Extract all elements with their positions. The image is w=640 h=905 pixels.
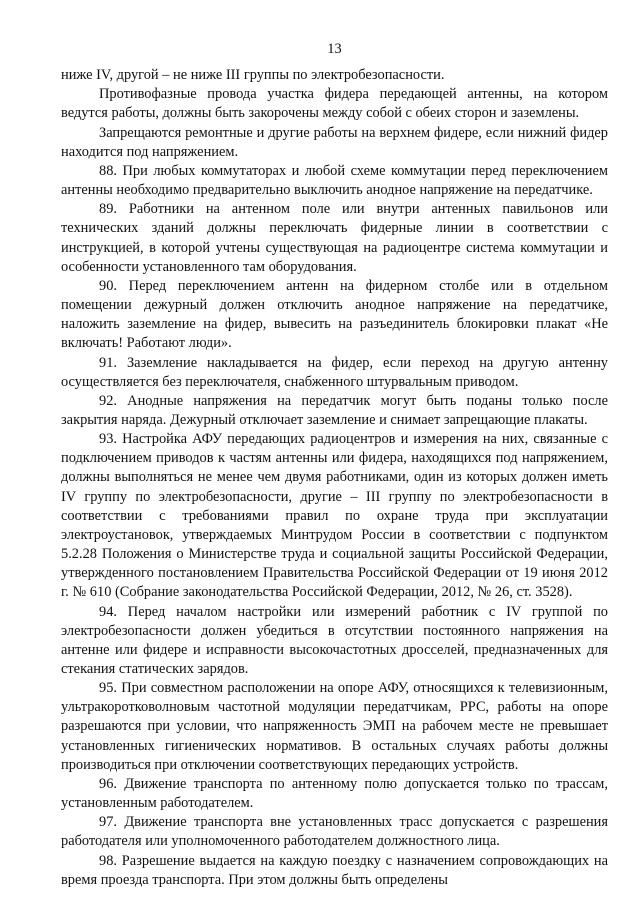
paragraph-91: 91. Заземление накладывается на фидер, если переход на другую антенну осуществляется без переключателя, снабженного штурвальным приводом.: [61, 354, 608, 390]
paragraph-98: 98. Разрешение выдается на каждую поездку с назначением сопровождающих на время проезда транспорта. При этом должны быть определены: [61, 852, 608, 888]
paragraph-90: 90. Перед переключением антенн на фидерном столбе или в отдельном помещении дежурный должен отключить анодное напряжение на передатчике, наложить заземление на фидер, вывесить на разъединитель блокировки плакат «Не включать! Работают люди».: [61, 277, 608, 352]
page-number: 13: [327, 41, 342, 57]
paragraph-97: 97. Движение транспорта вне установленных трасс допускается с разрешения работодателя или уполномоченного работодателем должностного лица.: [61, 814, 608, 850]
paragraph-continuation: ниже IV, другой – не ниже III группы по электробезопасности.: [61, 67, 445, 84]
paragraph-95: 95. При совместном расположении на опоре АФУ, относящихся к телевизионным, ультракоротковолновым частотной модуляции передатчикам, РРС, работы на опоре разрешаются при условии, что напряженность ЭМП на рабочем месте не превышает установленных гигиенических нормативов. В остальных случаях работы должны производиться при отключении соответствующих передающих устройств.: [61, 680, 608, 773]
paragraph-89: 89. Работники на антенном поле или внутри антенных павильонов или технических зданий должны переключать фидерные линии в соответствии с инструкцией, в которой учтены существующая на радиоцентре система коммутации и особенности установленного там оборудования.: [61, 201, 608, 275]
paragraph-88: 88. При любых коммутаторах и любой схеме коммутации перед переключением антенны необходимо предварительно выключить анодное напряжение на передатчике.: [61, 162, 608, 199]
paragraph-93: 93. Настройка АФУ передающих радиоцентров и измерения на них, связанные с подключением приводов к частям антенны или фидера, находящихся под напряжением, должны выполняться не менее чем двумя работниками, один из которых должен иметь IV группу по электробезопасности, другие – III группу по электробезопасности в соответствии с требованиями правил по охране труда при эксплуатации электроустановок, утверждаемых Минтрудом России в соответствии с подпунктом 5.2.28 Положения о Министерстве труда и социальной защиты Российской Федерации, утвержденного постановлением Правительства Российской Федерации от 19 июня 2012 г. № 610 (Собрание законодательства Российской Федерации, 2012, № 26, ст. 3528).: [61, 431, 608, 601]
paragraph-upper-feeder-ban: Запрещаются ремонтные и другие работы на верхнем фидере, если нижний фидер находится под напряжением.: [61, 124, 608, 160]
paragraph-92: 92. Анодные напряжения на передатчик могут быть поданы только после закрытия наряда. Дежурный отключает заземление и снимает запрещающие плакаты.: [61, 392, 608, 428]
paragraph-antiphase-wires: Противофазные провода участка фидера передающей антенны, на котором ведутся работы, должны быть закорочены между собой с обеих сторон и заземлены.: [61, 86, 608, 122]
paragraph-96: 96. Движение транспорта по антенному полю допускается только по трассам, установленным работодателем.: [61, 775, 608, 812]
paragraph-94: 94. Перед началом настройки или измерений работник с IV группой по электробезопасности должен убедиться в отсутствии постоянного напряжения на антенне или фидере и исправности высокочастотных дросселей, предназначенных для стекания статических зарядов.: [61, 603, 608, 677]
